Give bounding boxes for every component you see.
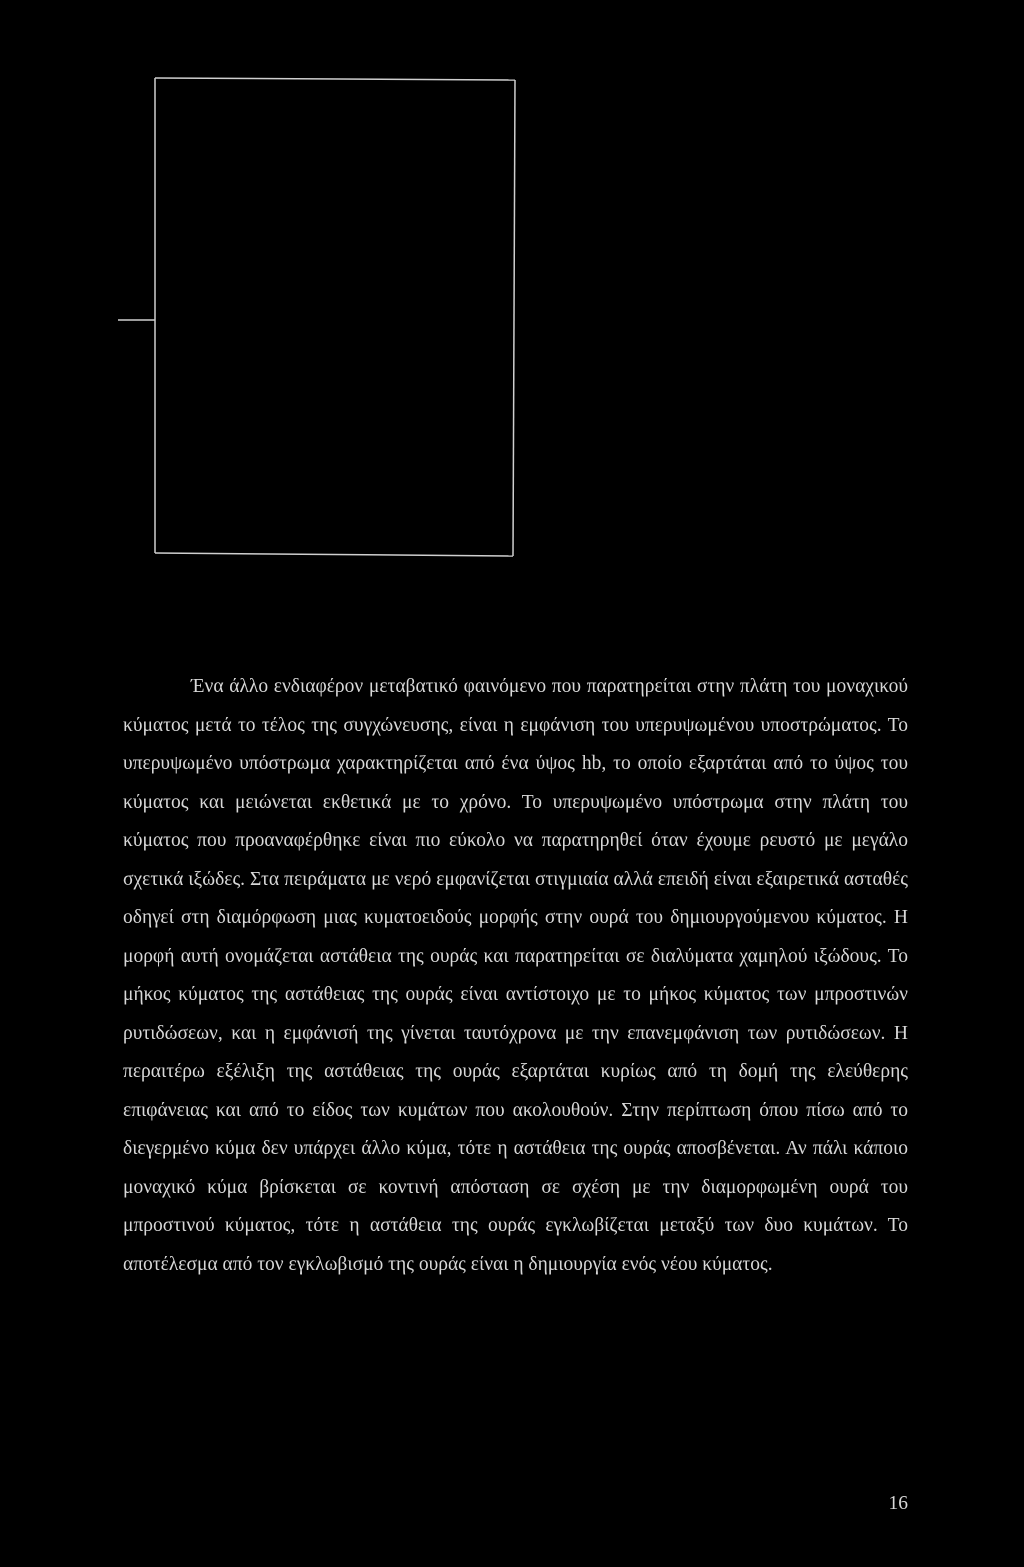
page-number: 16 (888, 1493, 908, 1514)
body-paragraph-text: Ένα άλλο ενδιαφέρον μεταβατικό φαινόμενο που παρατηρείται στην πλάτη του μοναχικού κύματος μετά το τέλος της συγχώνευσης, είναι η εμφάνιση του υπερυψωμένου υποστρώματος. Το υπερυψωμένο υπόστρωμα χαρακτηρίζεται από ένα ύψος hb, το οποίο εξαρτάται από το ύψος του κύματος και μειώνεται εκθετικά με το χρόνο. Το υπερυψωμένο υπόστρωμα στην πλάτη του κύματος που προαναφέρθηκε είναι πιο εύκολο να παρατηρηθεί όταν έχουμε ρευστό με μεγάλο σχετικά ιξώδες. Στα πειράματα με νερό εμφανίζεται στιγμιαία αλλά επειδή είναι εξαιρετικά ασταθές οδηγεί στη διαμόρφωση μιας κυματοειδούς μορφής στην ουρά του δημιουργούμενου κύματος. Η μορφή αυτή ονομάζεται αστάθεια της ουράς και παρατηρείται σε διαλύματα χαμηλού ιξώδους. Το μήκος κύματος της αστάθειας της ουράς είναι αντίστοιχο με το μήκος κύματος των μπροστινών ρυτιδώσεων, και η εμφάνισή της γίνεται ταυτόχρονα με την επανεμφάνιση των ρυτιδώσεων. Η περαιτέρω εξέλιξη της αστάθειας της ουράς εξαρτάται κυρίως από τη δομή της ελεύθερης επιφάνειας και από το είδος των κυμάτων που ακολουθούν. Στην περίπτωση όπου πίσω από το διεγερμένο κύμα δεν υπάρχει άλλο κύμα, τότε η αστάθεια της ουράς αποσβένεται. Αν πάλι κάποιο μοναχικό κύμα βρίσκεται σε κοντινή απόσταση σε σχέση με την διαμορφωμένη ουρά του μπροστινού κύματος, τότε η αστάθεια της ουράς εγκλωβίζεται μεταξύ των δυο κυμάτων. Το αποτέλεσμα από τον εγκλωβισμό της ουράς είναι η δημιουργία ενός νέου κύματος. (123, 676, 908, 1275)
figure-frame (0, 0, 1024, 620)
frame-bottom-edge (155, 553, 513, 556)
frame-top-edge (155, 78, 515, 80)
frame-right-edge (513, 80, 515, 556)
body-paragraph (123, 668, 908, 1284)
